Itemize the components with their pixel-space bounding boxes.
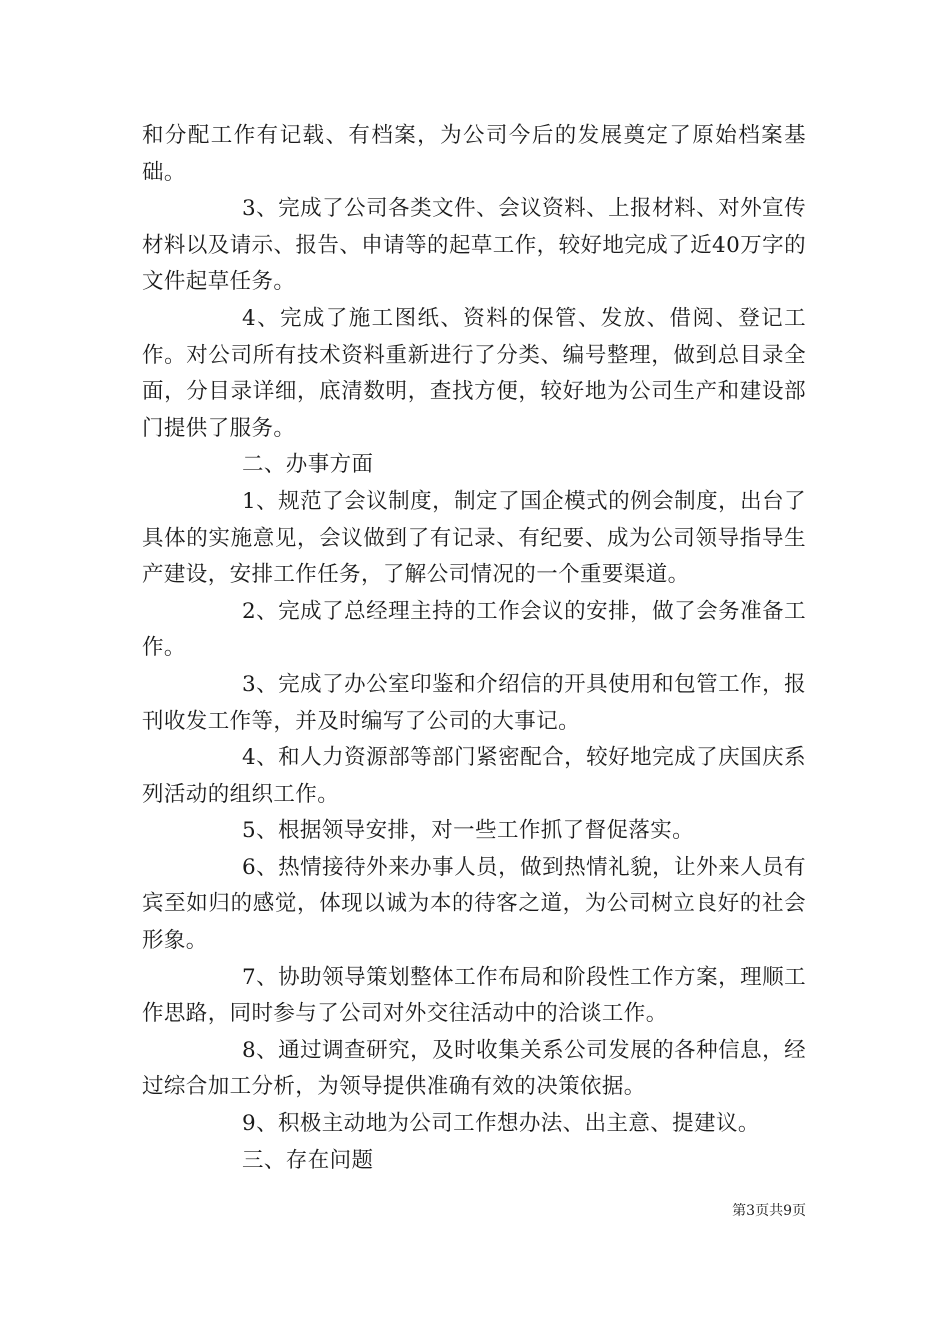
document-paragraph: 3、完成了办公室印鉴和介绍信的开具使用和包管工作，报刊收发工作等，并及时编写了公司的大事记。 <box>142 671 806 734</box>
document-paragraph: 二、办事方面 <box>242 452 374 478</box>
document-paragraph: 7、协助领导策划整体工作布局和阶段性工作方案，理顺工作思路，同时参与了公司对外交往活动中的洽谈工作。 <box>142 964 806 1027</box>
document-paragraph: 和分配工作有记载、有档案，为公司今后的发展奠定了原始档案基础。 <box>142 123 806 185</box>
document-paragraph: 2、完成了总经理主持的工作会议的安排，做了会务准备工作。 <box>142 598 806 661</box>
document-paragraph: 4、完成了施工图纸、资料的保管、发放、借阅、登记工作。对公司所有技术资料重新进行了分类、编号整理，做到总目录全面，分目录详细，底清数明，查找方便，较好地为公司生产和建设部门提供了服务。 <box>142 305 806 441</box>
document-paragraph: 3、完成了公司各类文件、会议资料、上报材料、对外宣传材料以及请示、报告、申请等的起草工作，较好地完成了近40万字的文件起草任务。 <box>142 196 806 295</box>
page-number-footer: 第3页共9页 <box>732 1203 806 1219</box>
document-paragraph: 9、积极主动地为公司工作想办法、出主意、提建议。 <box>242 1111 760 1137</box>
document-paragraph: 8、通过调查研究，及时收集关系公司发展的各种信息，经过综合加工分析，为领导提供准确有效的决策依据。 <box>142 1037 806 1100</box>
document-paragraph: 6、热情接待外来办事人员，做到热情礼貌，让外来人员有宾至如归的感觉，体现以诚为本的待客之道，为公司树立良好的社会形象。 <box>142 854 806 954</box>
document-paragraph: 三、存在问题 <box>242 1147 374 1173</box>
document-body <box>142 118 806 1179</box>
document-paragraph: 4、和人力资源部等部门紧密配合，较好地完成了庆国庆系列活动的组织工作。 <box>142 745 806 807</box>
document-paragraph: 5、根据领导安排，对一些工作抓了督促落实。 <box>242 818 695 844</box>
document-paragraph: 1、规范了会议制度，制定了国企模式的例会制度，出台了具体的实施意见，会议做到了有记录、有纪要、成为公司领导指导生产建设，安排工作任务，了解公司情况的一个重要渠道。 <box>142 488 806 588</box>
